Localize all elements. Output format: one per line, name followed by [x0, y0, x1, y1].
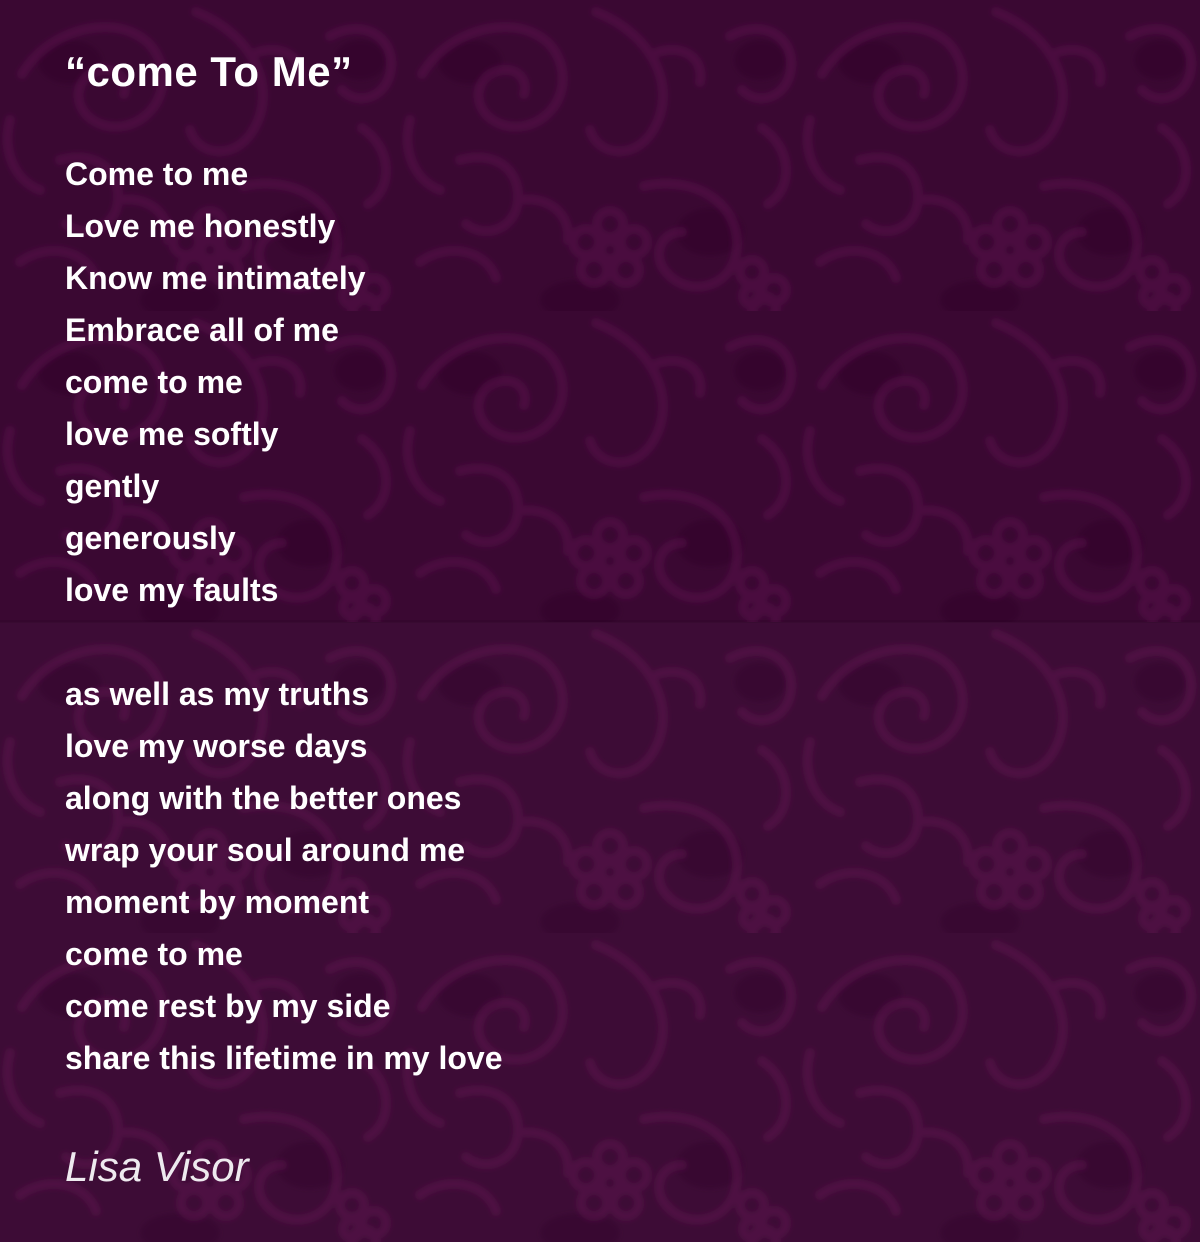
- poem-line: love my faults: [65, 572, 279, 608]
- poem-title: “come To Me”: [65, 48, 353, 95]
- poem-line: along with the better ones: [65, 780, 462, 816]
- poem-line: Love me honestly: [65, 208, 336, 244]
- poem-line: come to me: [65, 936, 243, 972]
- poem-line: Embrace all of me: [65, 312, 339, 348]
- stanza: [65, 148, 1165, 616]
- poem-line: come to me: [65, 364, 243, 400]
- poem-line: Come to me: [65, 156, 249, 192]
- poem-line: generously: [65, 520, 236, 556]
- poem-stanzas: [65, 148, 1165, 1084]
- poem-line: wrap your soul around me: [65, 832, 466, 868]
- poem-line: love me softly: [65, 416, 279, 452]
- poem-line: come rest by my side: [65, 988, 391, 1024]
- poem-line: gently: [65, 468, 160, 504]
- poem-line: share this lifetime in my love: [65, 1040, 503, 1076]
- poem-line: moment by moment: [65, 884, 370, 920]
- poem-page: [65, 0, 1165, 1193]
- poem-line: as well as my truths: [65, 676, 370, 712]
- poem-line: love my worse days: [65, 728, 368, 764]
- poem-line: Know me intimately: [65, 260, 366, 296]
- poem-author: Lisa Visor: [65, 1143, 249, 1190]
- stanza: [65, 668, 1165, 1084]
